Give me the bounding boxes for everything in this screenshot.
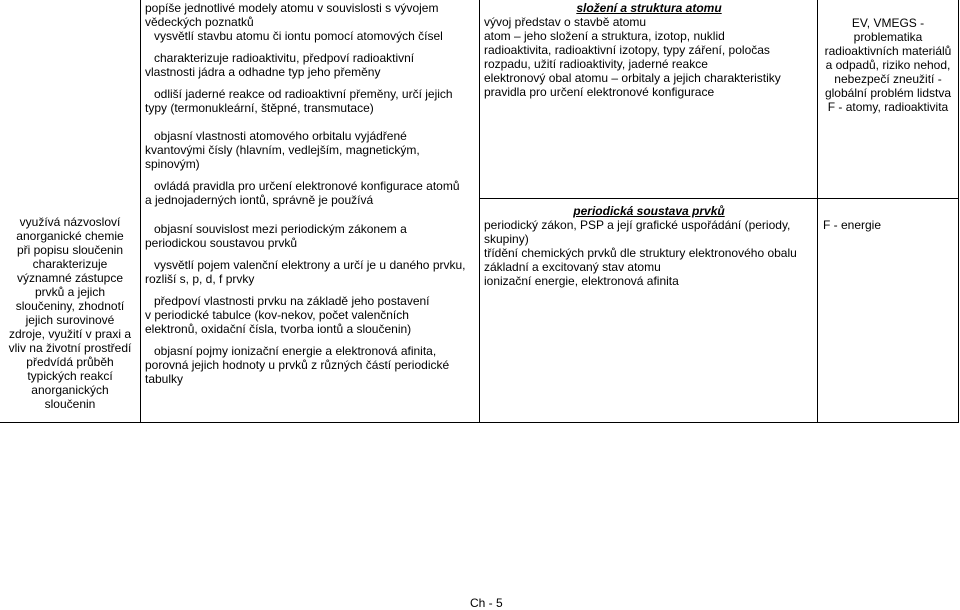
outcome-group	[145, 344, 477, 386]
topic-line: radioaktivita, radioaktivní izotopy, typy záření, poločas	[484, 43, 770, 57]
page-footer: Ch - 5	[470, 596, 503, 610]
outcome-line: předpoví vlastnosti prvku na základě jeho postavení	[154, 294, 430, 308]
topic-heading: periodická soustava prvků	[573, 204, 725, 218]
outcome-line: vysvětlí pojem valenční elektrony a určí je u daného prvku,	[154, 258, 466, 272]
column-divider	[140, 0, 141, 423]
topic-line: atom – jeho složení a struktura, izotop, nuklid	[484, 29, 725, 43]
competence-line: zdroje, využití v praxi a	[8, 327, 132, 341]
competence-line: významné zástupce	[16, 271, 124, 285]
topic-line: nebezpečí zneužití -	[834, 72, 942, 86]
topic-line: F - energie	[823, 218, 882, 232]
topic-line: ionizační energie, elektronová afinita	[484, 274, 679, 288]
competence-line: typických reakcí	[27, 369, 113, 383]
topic-line: problematika	[853, 30, 923, 44]
competence-line: anorganických	[31, 383, 109, 397]
outcome-line: odliší jaderné reakce od radioaktivní přeměny, určí jejich	[154, 87, 453, 101]
outcome-group	[145, 1, 477, 43]
topic-line: skupiny)	[484, 232, 529, 246]
section1-outcomes	[145, 1, 477, 207]
section2-curriculum	[484, 204, 814, 288]
competence-line: sloučeniny, zhodnotí	[15, 299, 125, 313]
outcome-group	[145, 87, 477, 115]
outcome-line: rozliší s, p, d, f prvky	[145, 272, 255, 286]
section2-crosscurricular	[823, 218, 957, 232]
section2-outcomes	[145, 222, 477, 386]
outcome-line: elektronů, oxidační čísla, tvorba iontů a sloučenin)	[145, 322, 412, 336]
topic-heading: složení a struktura atomu	[576, 1, 722, 15]
outcome-line: vědeckých poznatků	[145, 15, 254, 29]
outcome-line: kvantovými čísly (hlavním, vedlejším, magnetickým,	[145, 143, 420, 157]
topic-line: a odpadů, riziko nehod,	[825, 58, 951, 72]
competence-line: využívá názvosloví	[19, 215, 121, 229]
outcome-line: tabulky	[145, 372, 184, 386]
topic-line: EV, VMEGS -	[851, 16, 925, 30]
outcome-line: v periodické tabulce (kov-nekov, počet valenčních	[145, 308, 409, 322]
row-divider	[479, 198, 959, 199]
competence-line: sloučenin	[44, 397, 96, 411]
topic-line: rozpadu, užití radioaktivity, jaderné reakce	[484, 57, 708, 71]
topic-line: globální problém lidstva	[824, 86, 952, 100]
topic-line: elektronový obal atomu – orbitaly a jejich charakteristiky	[484, 71, 781, 85]
outcome-group	[145, 179, 477, 207]
outcome-line: a jednojaderných iontů, správně je používá	[145, 193, 374, 207]
outcome-line: porovná jejich hodnoty u prvků z různých částí periodické	[145, 358, 450, 372]
outcome-group	[145, 258, 477, 286]
outcome-line: spinovým)	[145, 157, 200, 171]
outcome-line: objasní souvislost mezi periodickým zákonem a	[154, 222, 407, 236]
outcome-group	[145, 51, 477, 79]
outcome-line: objasní pojmy ionizační energie a elektronová afinita,	[154, 344, 437, 358]
outcome-line: periodickou soustavou prvků	[145, 236, 298, 250]
competence-line: jejich surovinové	[25, 313, 115, 327]
competence-line: charakterizuje	[32, 257, 108, 271]
competence-line: anorganické chemie	[16, 229, 124, 243]
outcome-line: objasní vlastnosti atomového orbitalu vyjádřené	[154, 129, 407, 143]
outcome-group	[145, 294, 477, 336]
section1-curriculum	[484, 1, 814, 99]
topic-line: radioaktivních materiálů	[824, 44, 952, 58]
section1-crosscurricular	[819, 16, 957, 114]
outcome-line: vysvětlí stavbu atomu či iontu pomocí atomových čísel	[154, 29, 443, 43]
topic-line: vývoj představ o stavbě atomu	[484, 15, 647, 29]
competence-line: předvídá průběh	[26, 355, 114, 369]
competence-line: při popisu sloučenin	[16, 243, 124, 257]
outcome-line: charakterizuje radioaktivitu, předpoví radioaktivní	[154, 51, 415, 65]
column-divider	[958, 0, 959, 423]
topic-line: základní a excitovaný stav atomu	[484, 260, 661, 274]
outcome-line: popíše jednotlivé modely atomu v souvislosti s vývojem	[145, 1, 439, 15]
competence-line: vliv na životní prostředí	[8, 341, 132, 355]
outcome-line: typy (termonukleární, štěpné, transmutace)	[145, 101, 374, 115]
topic-line: třídění chemických prvků dle struktury elektronového obalu	[484, 246, 797, 260]
table-bottom-border	[0, 422, 959, 423]
column-divider	[817, 0, 818, 423]
competence-line: prvků a jejich	[34, 285, 106, 299]
topic-line: periodický zákon, PSP a její grafické uspořádání (periody,	[484, 218, 791, 232]
column-divider	[479, 0, 480, 423]
outcome-line: vlastnosti jádra a odhadne typ jeho přeměny	[145, 65, 381, 79]
outcome-group	[145, 129, 477, 171]
topic-line: pravidla pro určení elektronové konfigurace	[484, 85, 715, 99]
outcome-line: ovládá pravidla pro určení elektronové konfigurace atomů	[154, 179, 460, 193]
topic-line: F - atomy, radioaktivita	[827, 100, 949, 114]
outcome-group	[145, 222, 477, 250]
section2-competences	[2, 215, 138, 411]
